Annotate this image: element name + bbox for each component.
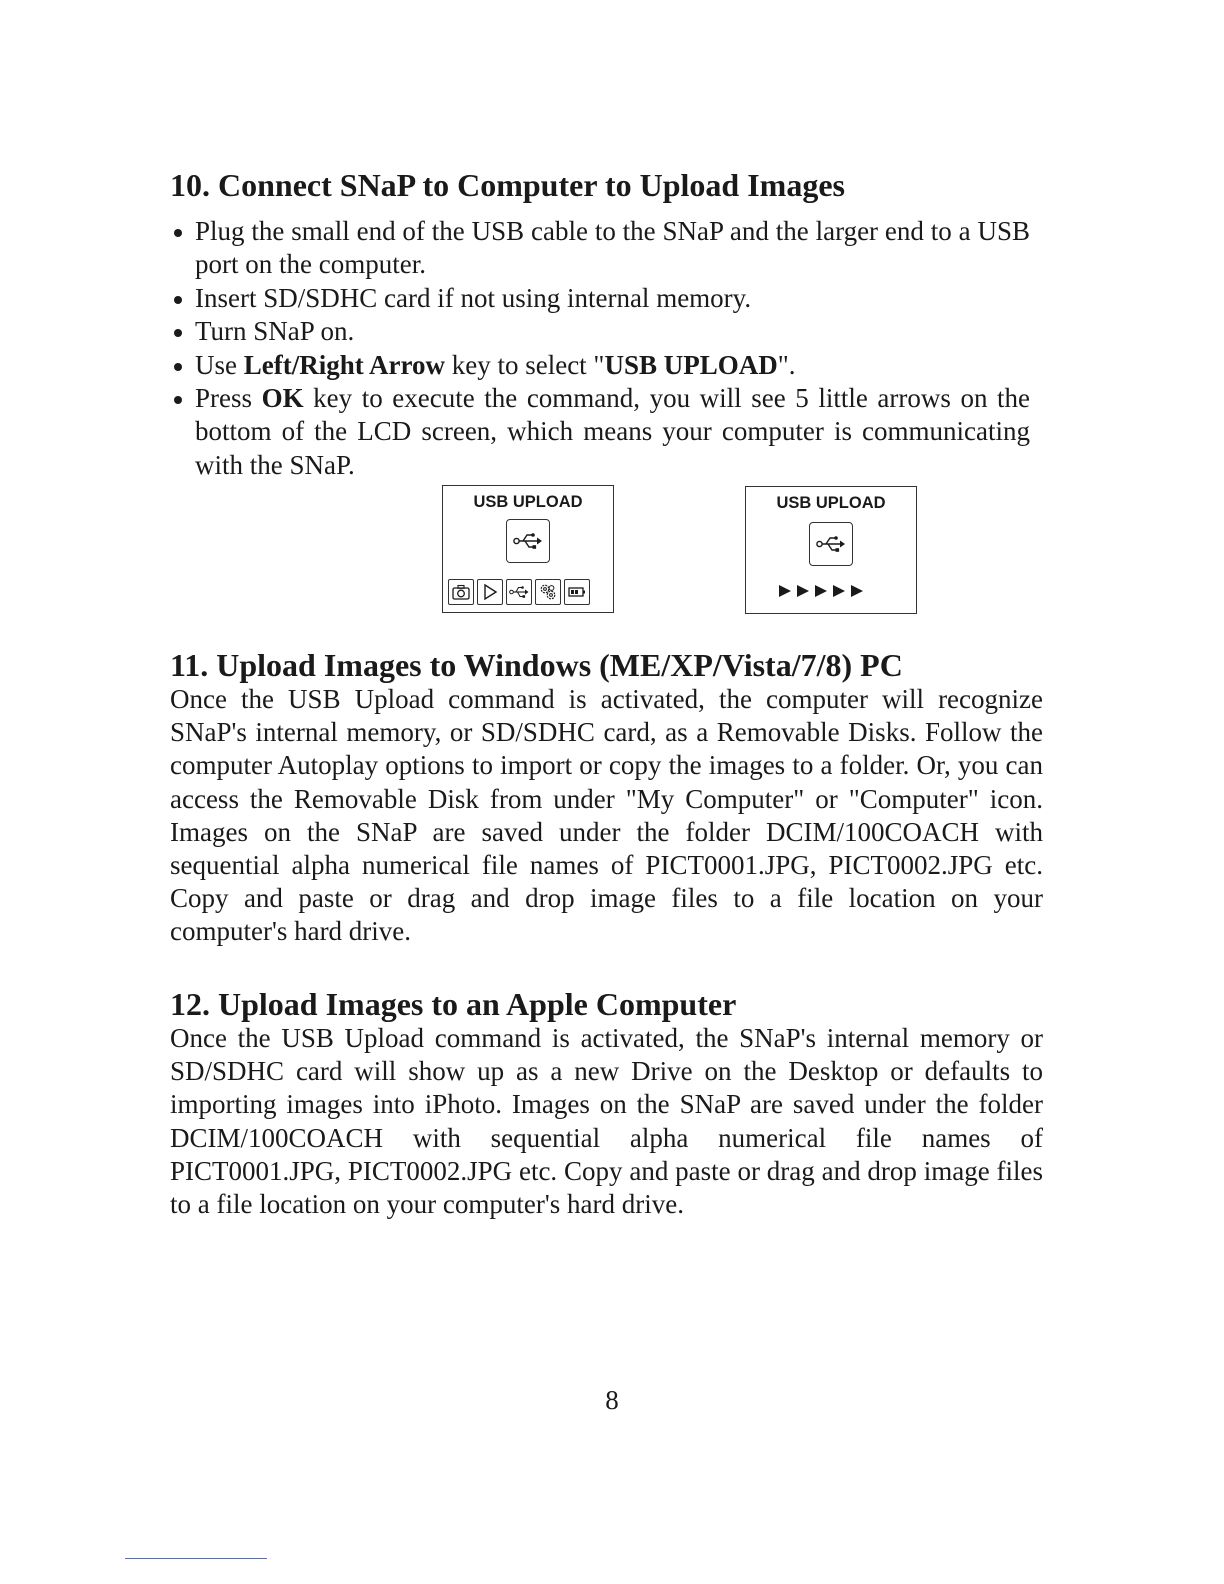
step-text: key to execute the command, you will see 5 little arrows on the bottom of the LCD screen, which means your computer is communicating with the SNaP. — [195, 383, 1030, 480]
section-11-heading: 11. Upload Images to Windows (ME/XP/Vista/7/8) PC — [170, 647, 903, 683]
step-text: Press — [195, 383, 262, 414]
progress-arrow-icon — [833, 585, 845, 597]
progress-arrow-icon — [779, 585, 791, 597]
section-10-heading: 10. Connect SNaP to Computer to Upload Images — [170, 167, 845, 203]
progress-arrow-icon — [815, 585, 827, 597]
play-icon — [477, 579, 503, 605]
progress-arrow-icon — [851, 585, 863, 597]
usb-icon — [506, 579, 532, 605]
key-name-ok: OK — [261, 383, 304, 414]
step-select-usb-upload — [170, 349, 1030, 382]
lcd-screen-menu — [442, 485, 614, 613]
battery-icon — [564, 579, 590, 605]
section-10-steps — [170, 215, 1043, 482]
step-press-ok — [170, 382, 1030, 482]
step-text: key to select " — [444, 349, 605, 380]
gear-icon — [535, 579, 561, 605]
camera-icon — [448, 579, 474, 605]
lcd-screen-uploading — [745, 486, 917, 614]
mode-icon-row — [448, 579, 590, 605]
footnote-rule — [125, 1558, 267, 1559]
step-plug-cable: Plug the small end of the USB cable to the SNaP and the larger end to a USB port on the computer. — [170, 215, 1030, 282]
lcd-screen-title: USB UPLOAD — [473, 493, 583, 511]
usb-icon — [809, 522, 853, 566]
step-text: Use — [195, 349, 244, 380]
lcd-screen-title: USB UPLOAD — [776, 494, 886, 512]
menu-name-usb-upload: USB UPLOAD — [604, 349, 778, 380]
section-12-body: Once the USB Upload command is activated, the SNaP's internal memory or SD/SDHC card will show up as a new Drive on the Desktop or defaults to importing images into iPhoto. Images on the SNaP are saved under the folder DCIM/100COACH with sequential alpha numerical file names of PICT0001.JPG, PICT0002.JPG etc. Copy and paste or drag and drop image files to a file location on your computer's hard drive. — [170, 1023, 1043, 1220]
progress-arrows — [779, 585, 863, 597]
usb-icon — [506, 519, 550, 563]
step-insert-card: Insert SD/SDHC card if not using internal memory. — [170, 282, 1030, 315]
section-11-body: Once the USB Upload command is activated, the computer will recognize SNaP's internal memory, or SD/SDHC card, as a Removable Disks. Follow the computer Autoplay options to import or copy the images to a folder. Or, you can access the Removable Disk from under "My Computer" or "Computer" icon. Images on the SNaP are saved under the folder DCIM/100COACH with sequential alpha numerical file names of PICT0001.JPG, PICT0002.JPG etc. Copy and paste or drag and drop image files to a file location on your computer's hard drive. — [170, 684, 1043, 947]
section-12-heading: 12. Upload Images to an Apple Computer — [170, 986, 737, 1022]
step-text: ". — [777, 349, 796, 380]
key-name-arrow: Left/Right Arrow — [243, 349, 445, 380]
page-number: 8 — [605, 1385, 619, 1415]
progress-arrow-icon — [797, 585, 809, 597]
step-turn-on: Turn SNaP on. — [170, 315, 1030, 348]
